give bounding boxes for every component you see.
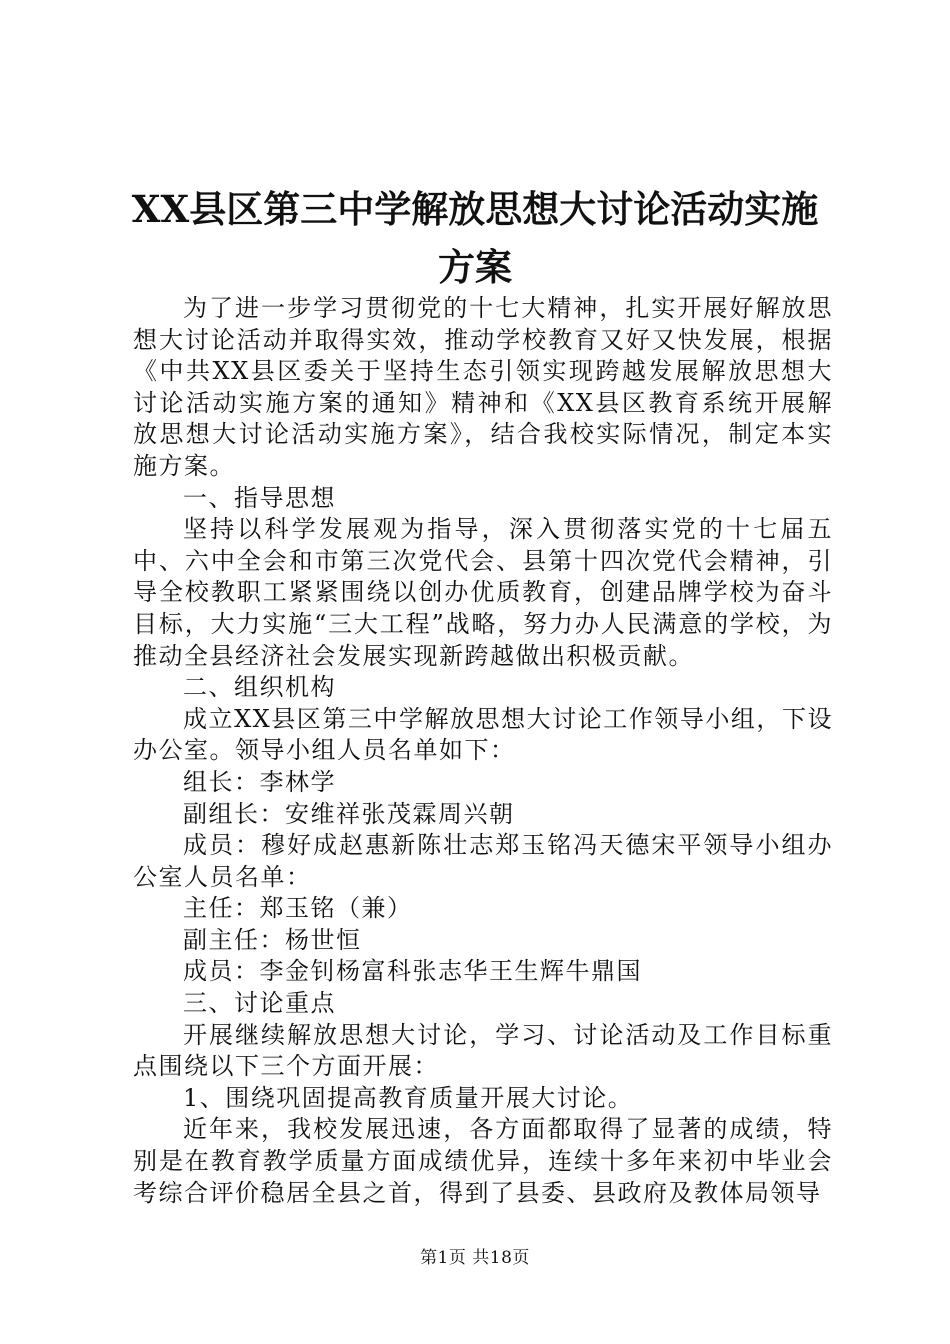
section-heading-organization: 二、组织机构	[183, 673, 336, 702]
section-heading-discussion-focus: 三、讨论重点	[183, 989, 336, 1018]
discussion-focus-paragraph: 开展继续解放思想大讨论，学习、讨论活动及工作目标重点围绕以下三个方面开展：	[133, 1020, 833, 1081]
document-body	[133, 293, 833, 1209]
deputy-leader-line: 副组长：安维祥张茂霖周兴朝	[183, 799, 515, 828]
document-title: XX县区第三中学解放思想大讨论活动实施方案	[131, 187, 819, 289]
deputy-director-line: 副主任：杨世恒	[183, 925, 362, 954]
section-heading-guiding-ideology: 一、指导思想	[183, 483, 336, 512]
leader-line: 组长：李林学	[183, 767, 336, 796]
organization-paragraph: 成立XX县区第三中学解放思想大讨论工作领导小组，下设办公室。领导小组人员名单如下：	[133, 704, 833, 765]
guiding-ideology-paragraph: 坚持以科学发展观为指导，深入贯彻落实党的十七届五中、六中全会和市第三次党代会、县第十四次党代会精神，引导全校教职工紧紧围绕以创办优质教育，创建品牌学校为奋斗目标，大力实施“三大工程”战略，努力办人民满意的学校，为推动全县经济社会发展实现新跨越做出积极贡献。	[133, 515, 833, 670]
subsection-heading-1: 1、围绕巩固提高教育质量开展大讨论。	[183, 1083, 634, 1112]
members-line: 成员：穆好成赵惠新陈壮志郑玉铭冯天德宋平领导小组办公室人员名单：	[133, 831, 833, 891]
director-line: 主任：郑玉铭（兼）	[183, 894, 413, 923]
office-members-line: 成员：李金钊杨富科张志华王生辉牛鼎国	[183, 957, 642, 986]
intro-paragraph: 为了进一步学习贯彻党的十七大精神，扎实开展好解放思想大讨论活动并取得实效，推动学校教育又好又快发展，根据《中共XX县区委关于坚持生态引领实现跨越发展解放思想大讨论活动实施方案的通知》精神和《XX县区教育系统开展解放思想大讨论活动实施方案》，结合我校实际情况，制定本实施方案。	[133, 294, 833, 480]
recent-years-paragraph: 近年来，我校发展迅速，各方面都取得了显著的成绩，特别是在教育教学质量方面成绩优异，连续十多年来初中毕业会考综合评价稳居全县之首，得到了县委、县政府及教体局领导	[133, 1115, 833, 1207]
page-footer: 第1页 共18页	[420, 1248, 530, 1268]
